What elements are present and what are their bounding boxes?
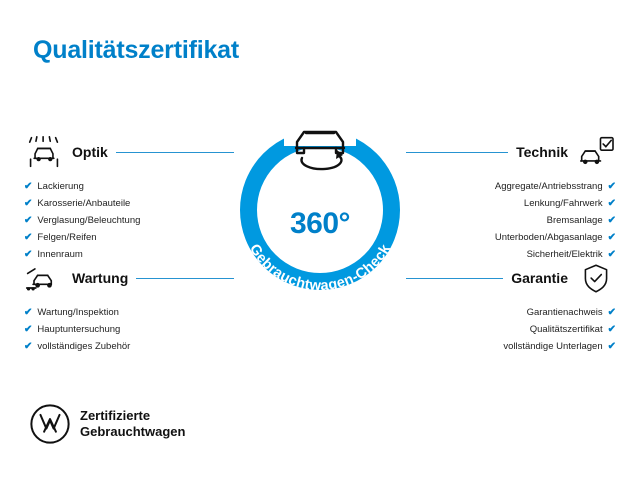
car-service-icon	[24, 261, 64, 295]
list-item	[406, 304, 616, 321]
section-garantie-header	[406, 258, 616, 298]
list-item	[406, 321, 616, 338]
list-item-label: Lenkung/Fahrwerk	[523, 197, 603, 209]
section-optik-header	[24, 132, 234, 172]
check-icon: ✔	[24, 306, 33, 318]
list-item-label: vollständiges Zubehör	[37, 340, 131, 352]
check-icon: ✔	[24, 248, 33, 260]
check-icon: ✔	[607, 180, 616, 192]
car-checklist-icon	[576, 135, 616, 169]
list-item-label: Innenraum	[37, 248, 83, 260]
list-item-label: Hauptuntersuchung	[37, 323, 121, 335]
center-badge	[222, 112, 418, 308]
section-wartung-items	[24, 304, 234, 355]
section-optik	[24, 132, 234, 263]
list-item	[406, 195, 616, 212]
check-icon: ✔	[24, 197, 33, 209]
car-wash-icon	[24, 135, 64, 169]
footer-brand	[30, 404, 185, 444]
list-item-label: Aggregate/Antriebsstrang	[494, 180, 603, 192]
arc-label-text: Gebrauchtwagen-Check	[245, 241, 395, 295]
check-icon: ✔	[607, 340, 616, 352]
footer-text	[80, 408, 185, 441]
divider	[406, 152, 508, 153]
list-item-label: Qualitätszertifikat	[529, 323, 603, 335]
section-optik-title: Optik	[72, 144, 108, 160]
list-item	[24, 321, 234, 338]
divider	[406, 278, 503, 279]
section-technik-title: Technik	[516, 144, 568, 160]
list-item	[24, 304, 234, 321]
section-optik-items	[24, 178, 234, 263]
list-item-label: Wartung/Inspektion	[37, 306, 119, 318]
list-item	[406, 178, 616, 195]
list-item	[406, 229, 616, 246]
list-item-label: Unterboden/Abgasanlage	[494, 231, 603, 243]
list-item	[24, 178, 234, 195]
section-technik	[406, 132, 616, 263]
section-technik-items	[406, 178, 616, 263]
badge-degrees: 360°	[289, 207, 351, 240]
check-icon: ✔	[607, 197, 616, 209]
list-item-label: Lackierung	[37, 180, 84, 192]
divider	[136, 278, 234, 279]
vw-logo-icon	[30, 404, 70, 444]
list-item	[406, 338, 616, 355]
check-icon: ✔	[24, 340, 33, 352]
check-icon: ✔	[24, 323, 33, 335]
list-item	[24, 229, 234, 246]
page-title: Qualitätszertifikat	[33, 36, 239, 64]
list-item-label: Sicherheit/Elektrik	[526, 248, 603, 260]
footer-line-2: Gebrauchtwagen	[80, 424, 186, 439]
list-item	[24, 338, 234, 355]
list-item-label: vollständige Unterlagen	[503, 340, 603, 352]
list-item-label: Garantienachweis	[526, 306, 603, 318]
section-garantie	[406, 258, 616, 355]
list-item	[24, 212, 234, 229]
section-wartung-header	[24, 258, 234, 298]
check-icon: ✔	[607, 231, 616, 243]
check-icon: ✔	[24, 231, 33, 243]
list-item-label: Verglasung/Beleuchtung	[37, 214, 141, 226]
check-icon: ✔	[607, 306, 616, 318]
list-item	[24, 195, 234, 212]
section-garantie-items	[406, 304, 616, 355]
list-item-label: Karosserie/Anbauteile	[37, 197, 131, 209]
list-item	[406, 212, 616, 229]
section-wartung-title: Wartung	[72, 270, 129, 286]
car-360-icon	[280, 120, 360, 176]
check-icon: ✔	[607, 323, 616, 335]
shield-check-icon	[576, 261, 616, 295]
list-item-label: Bremsanlage	[546, 214, 603, 226]
check-icon: ✔	[24, 180, 33, 192]
divider	[116, 152, 234, 153]
check-icon: ✔	[607, 214, 616, 226]
section-garantie-title: Garantie	[511, 270, 568, 286]
check-icon: ✔	[607, 248, 616, 260]
list-item-label: Felgen/Reifen	[37, 231, 97, 243]
check-icon: ✔	[24, 214, 33, 226]
section-technik-header	[406, 132, 616, 172]
section-wartung	[24, 258, 234, 355]
footer-line-1: Zertifizierte	[80, 407, 151, 423]
